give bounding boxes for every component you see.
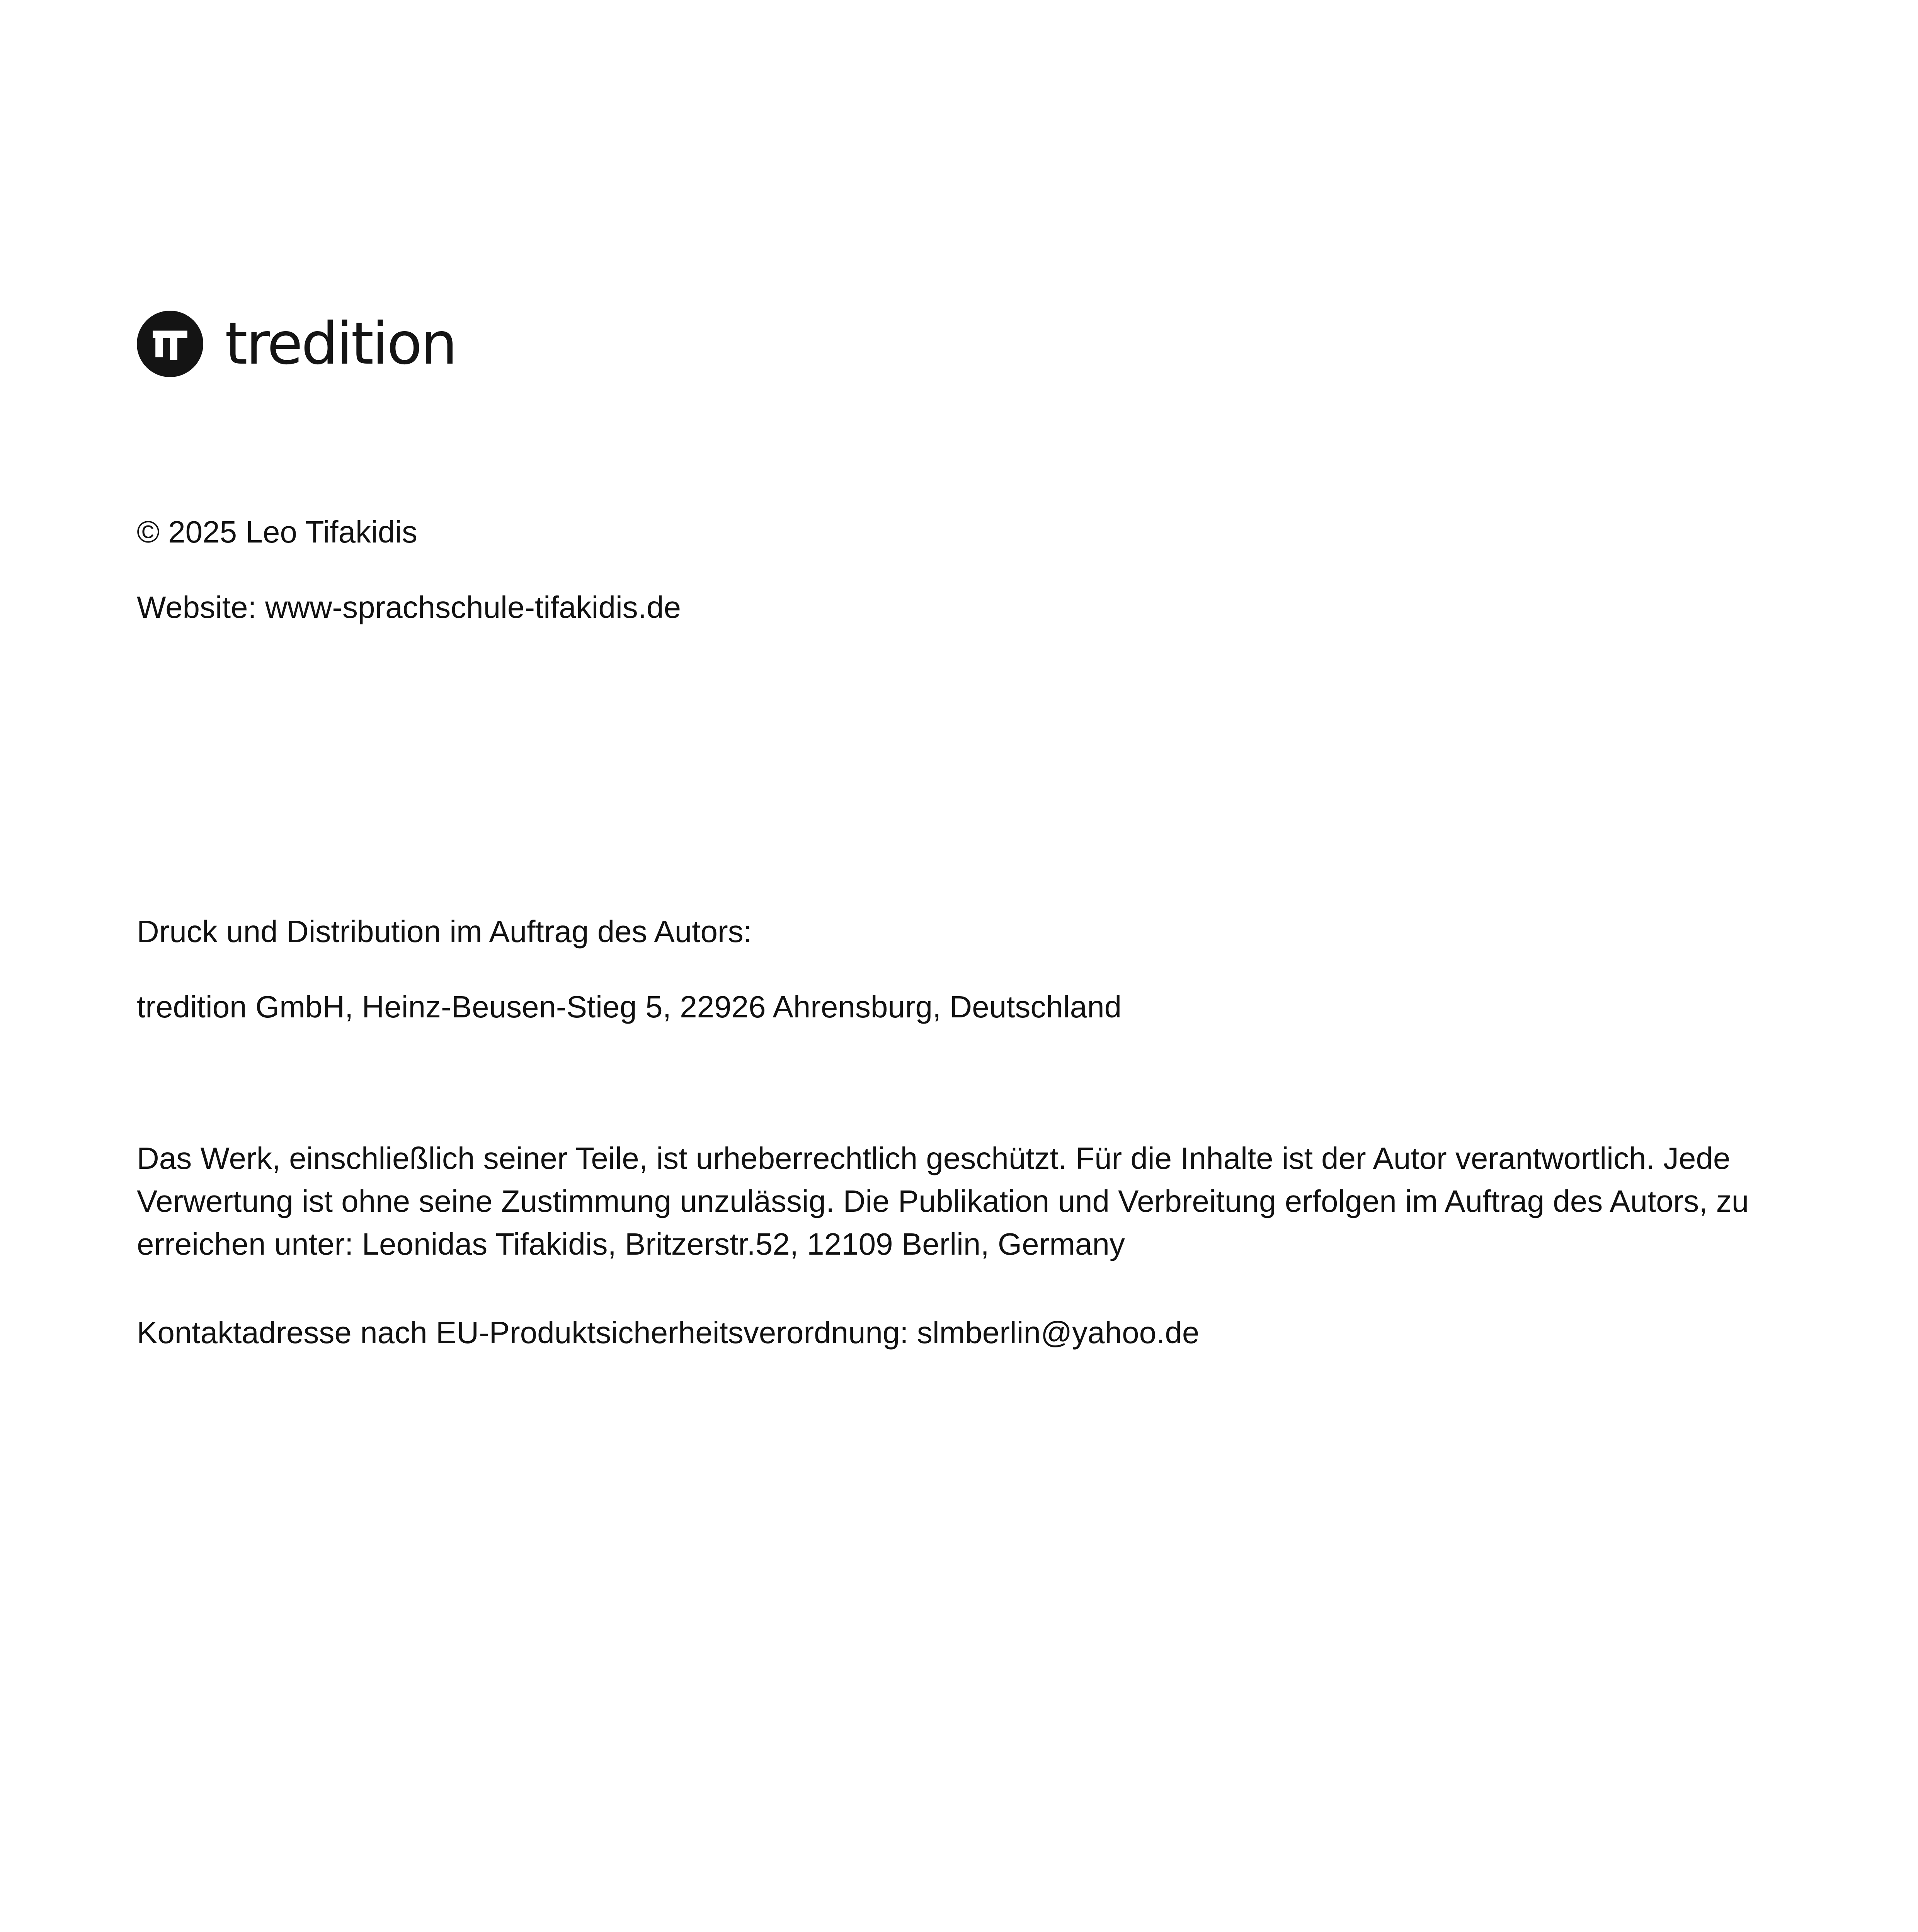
legal-notice: Das Werk, einschließlich seiner Teile, ist urheberrechtlich geschützt. Für die Inhalte ist der Autor verantwortlich. Jede Verwertung ist ohne seine Zustimmung unzulässig. Die Publikation und Verbreitung erfolgen im Auftrag des Autors, zu erreichen unter: Leonidas Tifakidis, Britzerstr.52, 12109 Berlin, Germany — [137, 1141, 1749, 1261]
website-line: Website: www-sprachschule-tifakidis.de — [137, 590, 681, 624]
copyright-line: © 2025 Leo Tifakidis — [137, 515, 418, 549]
tredition-logo-icon — [137, 311, 203, 377]
publisher-logo — [137, 309, 456, 379]
print-address: tredition GmbH, Heinz-Beusen-Stieg 5, 22926 Ahrensburg, Deutschland — [137, 990, 1122, 1024]
print-heading: Druck und Distribution im Auftrag des Autors: — [137, 914, 752, 949]
publisher-wordmark: tredition — [225, 310, 456, 378]
contact-line: Kontaktadresse nach EU-Produktsicherheitsverordnung: slmberlin@yahoo.de — [137, 1315, 1200, 1350]
